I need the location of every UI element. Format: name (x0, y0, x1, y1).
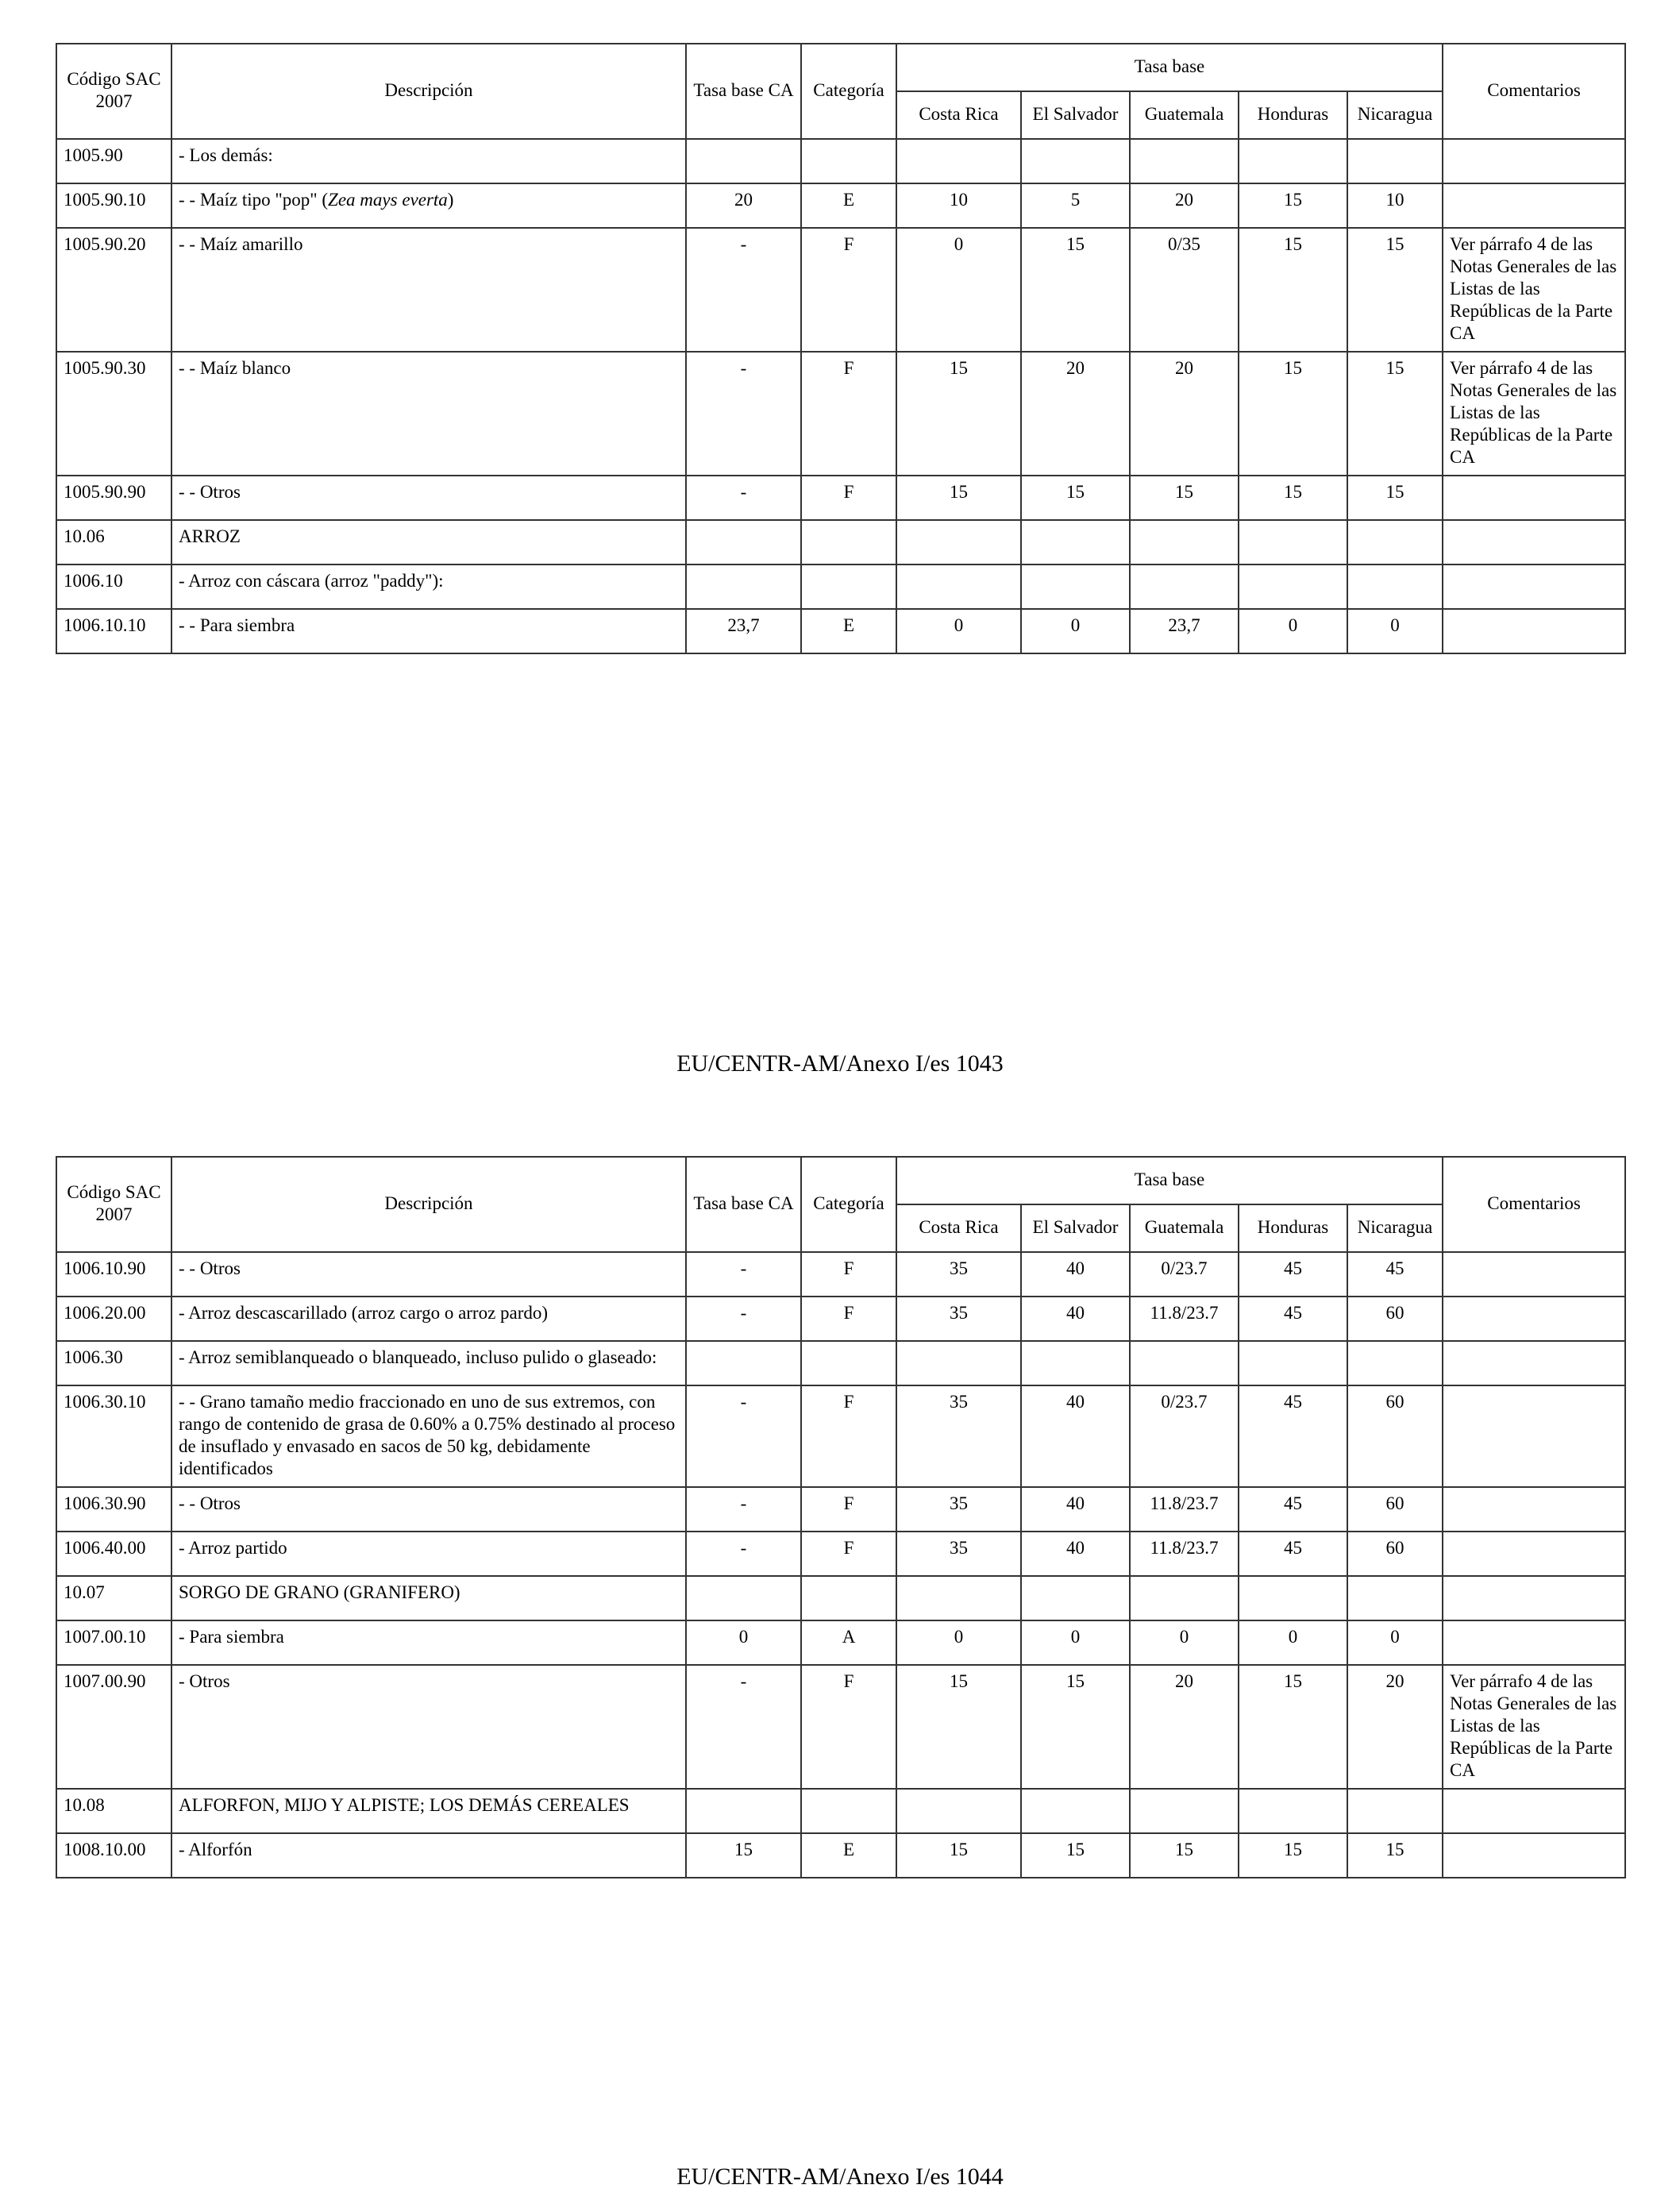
cell-code: 1007.00.10 (56, 1620, 171, 1665)
table-row (56, 1620, 1625, 1665)
cell-category: F (801, 352, 896, 476)
cell-nicaragua (1347, 1789, 1443, 1833)
table-row (56, 1789, 1625, 1833)
header-honduras: Honduras (1239, 1204, 1347, 1252)
cell-costa-rica: 0 (896, 228, 1021, 352)
cell-nicaragua: 60 (1347, 1487, 1443, 1532)
cell-el-salvador: 15 (1021, 1665, 1130, 1789)
cell-base-rate-ca: - (686, 1297, 801, 1341)
cell-category: F (801, 476, 896, 520)
cell-comments (1443, 1297, 1625, 1341)
cell-comments (1443, 1341, 1625, 1385)
cell-nicaragua (1347, 520, 1443, 564)
cell-category: F (801, 1487, 896, 1532)
cell-honduras (1239, 564, 1347, 609)
cell-base-rate-ca (686, 1789, 801, 1833)
cell-nicaragua: 60 (1347, 1532, 1443, 1576)
cell-costa-rica: 0 (896, 1620, 1021, 1665)
cell-description: - - Maíz blanco (171, 352, 686, 476)
table-body (56, 139, 1625, 653)
cell-el-salvador: 40 (1021, 1532, 1130, 1576)
cell-category: F (801, 1252, 896, 1297)
cell-el-salvador (1021, 564, 1130, 609)
tariff-sheet-2 (56, 1156, 1624, 1878)
cell-nicaragua: 20 (1347, 1665, 1443, 1789)
cell-code: 1006.10.10 (56, 609, 171, 653)
cell-costa-rica: 35 (896, 1487, 1021, 1532)
cell-comments (1443, 1487, 1625, 1532)
cell-guatemala: 20 (1130, 1665, 1239, 1789)
cell-code: 1008.10.00 (56, 1833, 171, 1878)
cell-description: ALFORFON, MIJO Y ALPISTE; LOS DEMÁS CEREALES (171, 1789, 686, 1833)
table-row (56, 1252, 1625, 1297)
cell-category: F (801, 1532, 896, 1576)
cell-nicaragua (1347, 564, 1443, 609)
cell-comments (1443, 1576, 1625, 1620)
cell-code: 1006.40.00 (56, 1532, 171, 1576)
cell-el-salvador: 15 (1021, 1833, 1130, 1878)
table-row (56, 228, 1625, 352)
cell-guatemala: 15 (1130, 476, 1239, 520)
cell-guatemala: 11.8/23.7 (1130, 1297, 1239, 1341)
cell-code: 1006.30.90 (56, 1487, 171, 1532)
page-footer: EU/CENTR-AM/Anexo I/es 1044 (676, 2164, 1004, 2190)
cell-category: E (801, 1833, 896, 1878)
cell-base-rate-ca: - (686, 352, 801, 476)
header-costa-rica: Costa Rica (896, 91, 1021, 139)
cell-el-salvador: 0 (1021, 1620, 1130, 1665)
cell-honduras: 45 (1239, 1252, 1347, 1297)
cell-comments (1443, 1789, 1625, 1833)
cell-honduras: 45 (1239, 1385, 1347, 1487)
tariff-table (56, 43, 1626, 654)
cell-comments (1443, 183, 1625, 228)
table-row (56, 352, 1625, 476)
cell-description (171, 183, 686, 228)
cell-code: 1007.00.90 (56, 1665, 171, 1789)
cell-category: A (801, 1620, 896, 1665)
cell-honduras: 15 (1239, 228, 1347, 352)
cell-description: ARROZ (171, 520, 686, 564)
cell-guatemala: 23,7 (1130, 609, 1239, 653)
cell-nicaragua: 10 (1347, 183, 1443, 228)
header-category: Categoría (801, 44, 896, 139)
cell-code: 1005.90 (56, 139, 171, 183)
cell-base-rate-ca: - (686, 1385, 801, 1487)
cell-category (801, 564, 896, 609)
cell-el-salvador: 0 (1021, 609, 1130, 653)
cell-category: E (801, 183, 896, 228)
cell-honduras: 15 (1239, 1665, 1347, 1789)
cell-description: - - Otros (171, 1252, 686, 1297)
header-el-salvador: El Salvador (1021, 1204, 1130, 1252)
cell-nicaragua: 15 (1347, 228, 1443, 352)
page-footer: EU/CENTR-AM/Anexo I/es 1043 (676, 1050, 1004, 1077)
header-description: Descripción (171, 1157, 686, 1252)
cell-guatemala (1130, 1789, 1239, 1833)
cell-code: 1005.90.30 (56, 352, 171, 476)
cell-code: 1006.20.00 (56, 1297, 171, 1341)
cell-costa-rica: 35 (896, 1297, 1021, 1341)
table-row (56, 1341, 1625, 1385)
cell-costa-rica: 15 (896, 476, 1021, 520)
cell-category: F (801, 1385, 896, 1487)
header-comments: Comentarios (1443, 1157, 1625, 1252)
header-guatemala: Guatemala (1130, 91, 1239, 139)
table-row (56, 139, 1625, 183)
cell-honduras: 15 (1239, 476, 1347, 520)
cell-comments (1443, 1833, 1625, 1878)
table-row (56, 183, 1625, 228)
header-nicaragua: Nicaragua (1347, 1204, 1443, 1252)
table-row (56, 1833, 1625, 1878)
cell-category: F (801, 1665, 896, 1789)
cell-base-rate-ca (686, 1341, 801, 1385)
cell-category (801, 1576, 896, 1620)
cell-nicaragua (1347, 139, 1443, 183)
header-comments: Comentarios (1443, 44, 1625, 139)
cell-el-salvador (1021, 520, 1130, 564)
cell-description: - - Para siembra (171, 609, 686, 653)
cell-comments (1443, 1252, 1625, 1297)
cell-base-rate-ca: - (686, 1532, 801, 1576)
cell-base-rate-ca (686, 1576, 801, 1620)
cell-honduras: 45 (1239, 1487, 1347, 1532)
cell-base-rate-ca: - (686, 1487, 801, 1532)
cell-code: 1006.30 (56, 1341, 171, 1385)
cell-code: 1006.10.90 (56, 1252, 171, 1297)
cell-costa-rica: 15 (896, 1665, 1021, 1789)
cell-code: 10.06 (56, 520, 171, 564)
cell-honduras (1239, 139, 1347, 183)
cell-category: F (801, 228, 896, 352)
cell-costa-rica (896, 564, 1021, 609)
cell-description: - Alforfón (171, 1833, 686, 1878)
cell-category (801, 1789, 896, 1833)
description-text-end: ) (447, 190, 454, 210)
cell-guatemala: 0 (1130, 1620, 1239, 1665)
cell-comments (1443, 564, 1625, 609)
cell-description: SORGO DE GRANO (GRANIFERO) (171, 1576, 686, 1620)
cell-honduras (1239, 520, 1347, 564)
header-base-rate: Tasa base (896, 1157, 1443, 1204)
table-header (56, 44, 1625, 139)
tariff-table (56, 1156, 1626, 1878)
cell-base-rate-ca (686, 564, 801, 609)
cell-nicaragua: 0 (1347, 609, 1443, 653)
header-base-rate-ca: Tasa base CA (686, 44, 801, 139)
cell-el-salvador: 5 (1021, 183, 1130, 228)
cell-guatemala: 0/23.7 (1130, 1385, 1239, 1487)
cell-el-salvador (1021, 1341, 1130, 1385)
cell-el-salvador: 15 (1021, 476, 1130, 520)
header-costa-rica: Costa Rica (896, 1204, 1021, 1252)
cell-base-rate-ca: - (686, 1665, 801, 1789)
description-text: - - Maíz tipo "pop" ( (179, 190, 329, 210)
cell-honduras: 0 (1239, 1620, 1347, 1665)
cell-comments: Ver párrafo 4 de las Notas Generales de las Listas de las Repúblicas de la Parte CA (1443, 1665, 1625, 1789)
cell-description: - Arroz descascarillado (arroz cargo o arroz pardo) (171, 1297, 686, 1341)
cell-base-rate-ca: - (686, 476, 801, 520)
cell-category (801, 1341, 896, 1385)
cell-base-rate-ca: - (686, 228, 801, 352)
header-guatemala: Guatemala (1130, 1204, 1239, 1252)
cell-honduras: 15 (1239, 1833, 1347, 1878)
cell-costa-rica: 35 (896, 1532, 1021, 1576)
header-base-rate-ca: Tasa base CA (686, 1157, 801, 1252)
cell-category (801, 520, 896, 564)
cell-nicaragua: 45 (1347, 1252, 1443, 1297)
cell-honduras: 0 (1239, 609, 1347, 653)
table-body (56, 1252, 1625, 1878)
header-base-rate: Tasa base (896, 44, 1443, 91)
cell-description: - Otros (171, 1665, 686, 1789)
cell-base-rate-ca: - (686, 1252, 801, 1297)
table-row (56, 564, 1625, 609)
table-row (56, 520, 1625, 564)
cell-el-salvador: 40 (1021, 1385, 1130, 1487)
scientific-name: Zea mays everta (328, 190, 448, 210)
cell-category (801, 139, 896, 183)
table-row (56, 1576, 1625, 1620)
header-code: Código SAC 2007 (56, 44, 171, 139)
cell-base-rate-ca: 23,7 (686, 609, 801, 653)
table-row (56, 476, 1625, 520)
cell-el-salvador (1021, 139, 1130, 183)
cell-guatemala: 11.8/23.7 (1130, 1487, 1239, 1532)
cell-el-salvador: 40 (1021, 1297, 1130, 1341)
cell-comments (1443, 520, 1625, 564)
cell-description: - - Maíz amarillo (171, 228, 686, 352)
cell-code: 1006.10 (56, 564, 171, 609)
cell-description: - Arroz semiblanqueado o blanqueado, incluso pulido o glaseado: (171, 1341, 686, 1385)
cell-el-salvador: 40 (1021, 1487, 1130, 1532)
cell-description: - - Otros (171, 1487, 686, 1532)
cell-honduras: 15 (1239, 352, 1347, 476)
cell-guatemala: 20 (1130, 183, 1239, 228)
cell-nicaragua: 60 (1347, 1297, 1443, 1341)
cell-description: - Para siembra (171, 1620, 686, 1665)
cell-nicaragua: 60 (1347, 1385, 1443, 1487)
cell-guatemala (1130, 564, 1239, 609)
cell-description: - Arroz partido (171, 1532, 686, 1576)
cell-costa-rica: 0 (896, 609, 1021, 653)
cell-nicaragua (1347, 1341, 1443, 1385)
cell-honduras: 15 (1239, 183, 1347, 228)
cell-nicaragua: 15 (1347, 352, 1443, 476)
header-nicaragua: Nicaragua (1347, 91, 1443, 139)
cell-comments (1443, 476, 1625, 520)
table-header (56, 1157, 1625, 1252)
table-row (56, 1532, 1625, 1576)
cell-category: E (801, 609, 896, 653)
cell-code: 1005.90.20 (56, 228, 171, 352)
cell-costa-rica: 35 (896, 1385, 1021, 1487)
cell-guatemala (1130, 1576, 1239, 1620)
cell-base-rate-ca: 20 (686, 183, 801, 228)
header-description: Descripción (171, 44, 686, 139)
cell-guatemala: 15 (1130, 1833, 1239, 1878)
cell-base-rate-ca: 0 (686, 1620, 801, 1665)
cell-comments: Ver párrafo 4 de las Notas Generales de las Listas de las Repúblicas de la Parte CA (1443, 352, 1625, 476)
cell-guatemala (1130, 1341, 1239, 1385)
cell-el-salvador (1021, 1576, 1130, 1620)
table-row (56, 1487, 1625, 1532)
cell-guatemala: 20 (1130, 352, 1239, 476)
cell-code: 1005.90.10 (56, 183, 171, 228)
cell-description: - - Grano tamaño medio fraccionado en uno de sus extremos, con rango de contenido de grasa de 0.60% a 0.75% destinado al proceso de insuflado y envasado en sacos de 50 kg, debidamente identificados (171, 1385, 686, 1487)
cell-category: F (801, 1297, 896, 1341)
header-category: Categoría (801, 1157, 896, 1252)
cell-guatemala: 11.8/23.7 (1130, 1532, 1239, 1576)
cell-costa-rica (896, 139, 1021, 183)
cell-costa-rica (896, 1576, 1021, 1620)
cell-description: - Los demás: (171, 139, 686, 183)
cell-comments (1443, 139, 1625, 183)
cell-costa-rica: 10 (896, 183, 1021, 228)
cell-guatemala (1130, 520, 1239, 564)
header-honduras: Honduras (1239, 91, 1347, 139)
cell-comments (1443, 1532, 1625, 1576)
cell-honduras (1239, 1341, 1347, 1385)
cell-description: - Arroz con cáscara (arroz "paddy"): (171, 564, 686, 609)
cell-costa-rica (896, 1789, 1021, 1833)
cell-costa-rica: 35 (896, 1252, 1021, 1297)
cell-el-salvador: 15 (1021, 228, 1130, 352)
cell-nicaragua: 15 (1347, 1833, 1443, 1878)
table-row (56, 1297, 1625, 1341)
table-row (56, 609, 1625, 653)
cell-el-salvador: 20 (1021, 352, 1130, 476)
table-row (56, 1665, 1625, 1789)
cell-honduras (1239, 1576, 1347, 1620)
cell-base-rate-ca (686, 520, 801, 564)
tariff-sheet-1 (56, 43, 1624, 654)
cell-nicaragua (1347, 1576, 1443, 1620)
cell-comments (1443, 1385, 1625, 1487)
cell-code: 1006.30.10 (56, 1385, 171, 1487)
cell-base-rate-ca (686, 139, 801, 183)
cell-code: 10.07 (56, 1576, 171, 1620)
cell-honduras (1239, 1789, 1347, 1833)
cell-nicaragua: 0 (1347, 1620, 1443, 1665)
header-code: Código SAC 2007 (56, 1157, 171, 1252)
cell-costa-rica (896, 1341, 1021, 1385)
cell-honduras: 45 (1239, 1532, 1347, 1576)
cell-comments (1443, 1620, 1625, 1665)
cell-code: 1005.90.90 (56, 476, 171, 520)
header-el-salvador: El Salvador (1021, 91, 1130, 139)
cell-guatemala: 0/23.7 (1130, 1252, 1239, 1297)
table-row (56, 1385, 1625, 1487)
cell-costa-rica: 15 (896, 1833, 1021, 1878)
cell-nicaragua: 15 (1347, 476, 1443, 520)
cell-costa-rica (896, 520, 1021, 564)
cell-el-salvador: 40 (1021, 1252, 1130, 1297)
cell-code: 10.08 (56, 1789, 171, 1833)
cell-guatemala (1130, 139, 1239, 183)
cell-comments: Ver párrafo 4 de las Notas Generales de las Listas de las Repúblicas de la Parte CA (1443, 228, 1625, 352)
cell-guatemala: 0/35 (1130, 228, 1239, 352)
cell-costa-rica: 15 (896, 352, 1021, 476)
cell-el-salvador (1021, 1789, 1130, 1833)
cell-honduras: 45 (1239, 1297, 1347, 1341)
cell-description: - - Otros (171, 476, 686, 520)
cell-base-rate-ca: 15 (686, 1833, 801, 1878)
cell-comments (1443, 609, 1625, 653)
